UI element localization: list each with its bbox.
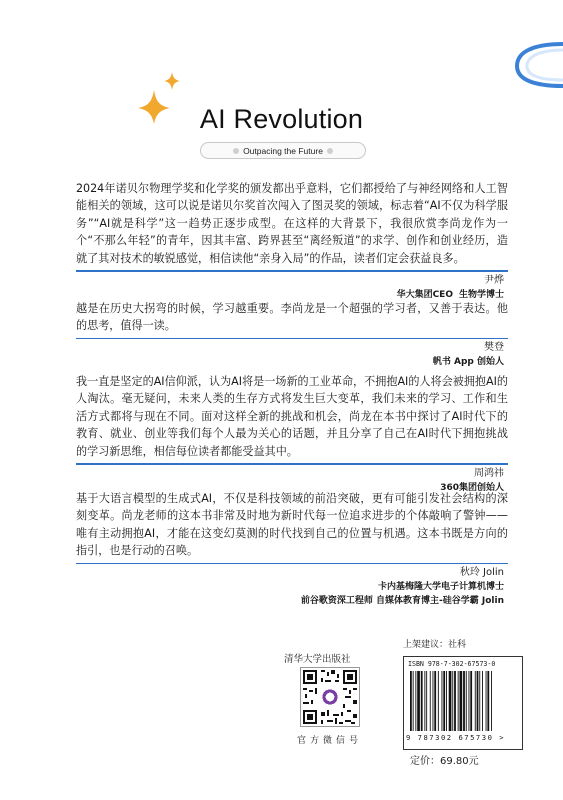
- endorser-name: 樊登: [484, 342, 504, 354]
- subtitle-pill: [200, 142, 366, 159]
- barcode-bar: [434, 671, 436, 731]
- endorsement-1: [76, 180, 508, 302]
- endorser-name: 尹烨: [484, 274, 504, 286]
- barcode-bar: [491, 671, 492, 731]
- barcode-bar: [469, 671, 470, 731]
- pill-right-dot: [327, 148, 333, 154]
- endorser-name: 周鸿祎: [474, 467, 504, 479]
- barcode-bar: [449, 671, 452, 731]
- divider: [76, 563, 508, 565]
- barcode-bar: [415, 671, 416, 731]
- endorsement-text: 基于大语言模型的生成式AI，不仅是科技领域的前沿突破，更有可能引发社会结构的深刻变革。尚龙老师的这本书非常及时地为新时代每一位追求进步的个体敲响了警钟——唯有主动拥抱AI，才能在这变幻莫测的时代找到自己的位置与机遇。这本书既是方向的指引，也是行动的召唤。: [76, 492, 508, 558]
- barcode-bar: [475, 671, 476, 731]
- barcode-bar: [421, 671, 423, 731]
- barcode: [410, 671, 516, 731]
- barcode-bar: [486, 671, 487, 731]
- endorsement-text: 越是在历史大拐弯的时候，学习越重要。李尚龙是一个超强的学习者，又善于表达。他的思考，值得一读。: [76, 302, 508, 333]
- barcode-bar: [443, 671, 445, 731]
- barcode-bar: [413, 671, 414, 731]
- endorsement-2: [76, 300, 508, 369]
- endorser-signature: [76, 341, 508, 369]
- endorsement-3: [76, 373, 508, 495]
- barcode-bar: [426, 671, 427, 731]
- barcode-bar: [454, 671, 456, 731]
- barcode-bar: [460, 671, 463, 731]
- endorser-title: 帆书 App 创始人: [432, 357, 504, 368]
- endorser-title: 华大集团CEO: [396, 289, 453, 300]
- qr-caption: 官方微信号: [297, 736, 363, 746]
- subtitle-text: Outpacing the Future: [243, 145, 323, 156]
- divider: [76, 463, 508, 465]
- endorser-role: 卡内基梅隆大学电子计算机博士: [377, 582, 504, 593]
- barcode-bar: [410, 671, 412, 731]
- barcode-bar: [430, 671, 431, 731]
- divider: [76, 270, 508, 272]
- page-title: AI Revolution: [199, 104, 364, 134]
- endorsement-4: [76, 490, 508, 608]
- isbn-barcode-box: [403, 656, 523, 750]
- barcode-bar: [477, 671, 479, 731]
- pill-left-dot: [233, 148, 239, 154]
- barcode-bar: [487, 671, 489, 731]
- endorser-signature: [76, 566, 508, 608]
- barcode-bar: [452, 671, 453, 731]
- barcode-bar: [424, 671, 425, 731]
- barcode-bar: [466, 671, 467, 731]
- endorser-name: 秋玲 Jolin: [459, 567, 504, 579]
- barcode-bar: [446, 671, 447, 731]
- endorsement-text: 我一直是坚定的AI信仰派，认为AI将是一场新的工业革命，不拥抱AI的人将会被拥抱AI的人淘汰。毫无疑问，未来人类的生存方式将发生巨大变革，我们未来的学习、工作和生活方式都将与现在不同。面对这样全新的挑战和机会，尚龙在本书中探讨了AI时代下的教育、就业、创业等我们每个人最为关心的话题，并且分享了自己在AI时代下拥抱挑战的学习新思维，相信每位读者都能受益其中。: [76, 375, 508, 458]
- endorsement-text: 2024年诺贝尔物理学奖和化学奖的颁发都出乎意料，它们都授给了与神经网络和人工智能相关的领域，这可以说是诺贝尔奖首次闯入了图灵奖的领域，标志着“AI不仅为科学服务”“AI就是科学”这一趋势正逐步成型。在这样的大背景下，我很欣赏李尚龙作为一个“不那么年轻”的青年，因其丰富、跨界甚至“离经叛道”的求学、创作和创业经历，造就了其对技术的敏锐感觉，相信读他“亲身入局”的作品，读者们定会获益良多。: [76, 182, 508, 265]
- isbn-number: ISBN 978-7-302-67573-0: [408, 660, 496, 668]
- barcode-bar: [433, 671, 434, 731]
- barcode-bar: [482, 671, 483, 731]
- barcode-bar: [438, 671, 439, 731]
- endorser-role: [76, 355, 504, 369]
- barcode-bar: [479, 671, 480, 731]
- barcode-bar: [470, 671, 472, 731]
- endorser-signature: [76, 274, 508, 302]
- barcode-bar: [417, 671, 420, 731]
- barcode-digits: 9 787302 675730 >: [406, 733, 506, 742]
- barcode-bar: [442, 671, 443, 731]
- price: 定价：69.80元: [410, 756, 479, 767]
- endorser-title-2: 生物学博士: [458, 289, 504, 300]
- decorative-arc: [473, 40, 563, 90]
- barcode-bar: [463, 671, 465, 731]
- shelving-category: 上架建议：社科: [403, 640, 467, 650]
- qr-code[interactable]: [300, 667, 360, 727]
- endorser-title: 360集团创始人: [440, 482, 504, 493]
- endorser-role-2: 前谷歌资深工程师 自媒体教育博主-硅谷学霸 Jolin: [300, 596, 504, 607]
- divider: [76, 338, 508, 340]
- publisher-name: 清华大学出版社: [284, 654, 351, 665]
- barcode-bar: [458, 671, 459, 731]
